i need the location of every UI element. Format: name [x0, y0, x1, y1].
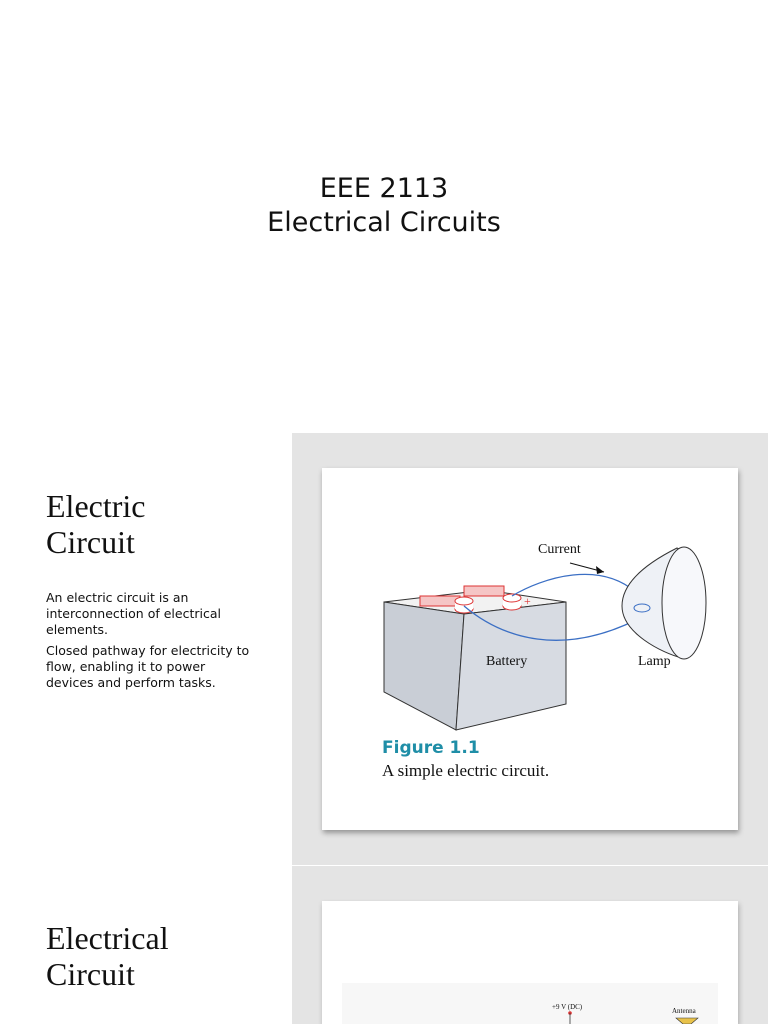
paragraph: Closed pathway for electricity to flow, enabling it to power devices and perform tasks.	[46, 643, 250, 690]
paragraph: An electric circuit is an interconnection of electrical elements.	[46, 590, 221, 637]
label-supply: +9 V (DC)	[552, 1003, 583, 1011]
label-battery: Battery	[486, 654, 528, 669]
course-name: Electrical Circuits	[267, 207, 501, 238]
slide-title-line2: Circuit	[46, 524, 135, 560]
label-antenna: Antenna	[672, 1007, 696, 1015]
title-slide	[0, 0, 768, 432]
figure-caption-title: Figure 1.1	[382, 738, 480, 758]
course-code: EEE 2113	[319, 173, 449, 204]
slide-title	[46, 920, 169, 992]
slide-title-line1: Electrical	[46, 920, 169, 956]
figure-card	[322, 468, 738, 830]
course-title	[0, 172, 768, 240]
slide-title-line1: Electric	[46, 488, 146, 524]
slide-title-line2: Circuit	[46, 956, 135, 992]
figure-card	[322, 901, 738, 1024]
slide-title	[46, 488, 145, 560]
schematic-partial	[322, 901, 738, 1024]
figure-caption-text: A simple electric circuit.	[382, 761, 550, 780]
label-positive: +	[524, 594, 531, 608]
label-current: Current	[538, 542, 581, 557]
slide-body	[46, 590, 256, 696]
label-lamp: Lamp	[638, 654, 671, 669]
